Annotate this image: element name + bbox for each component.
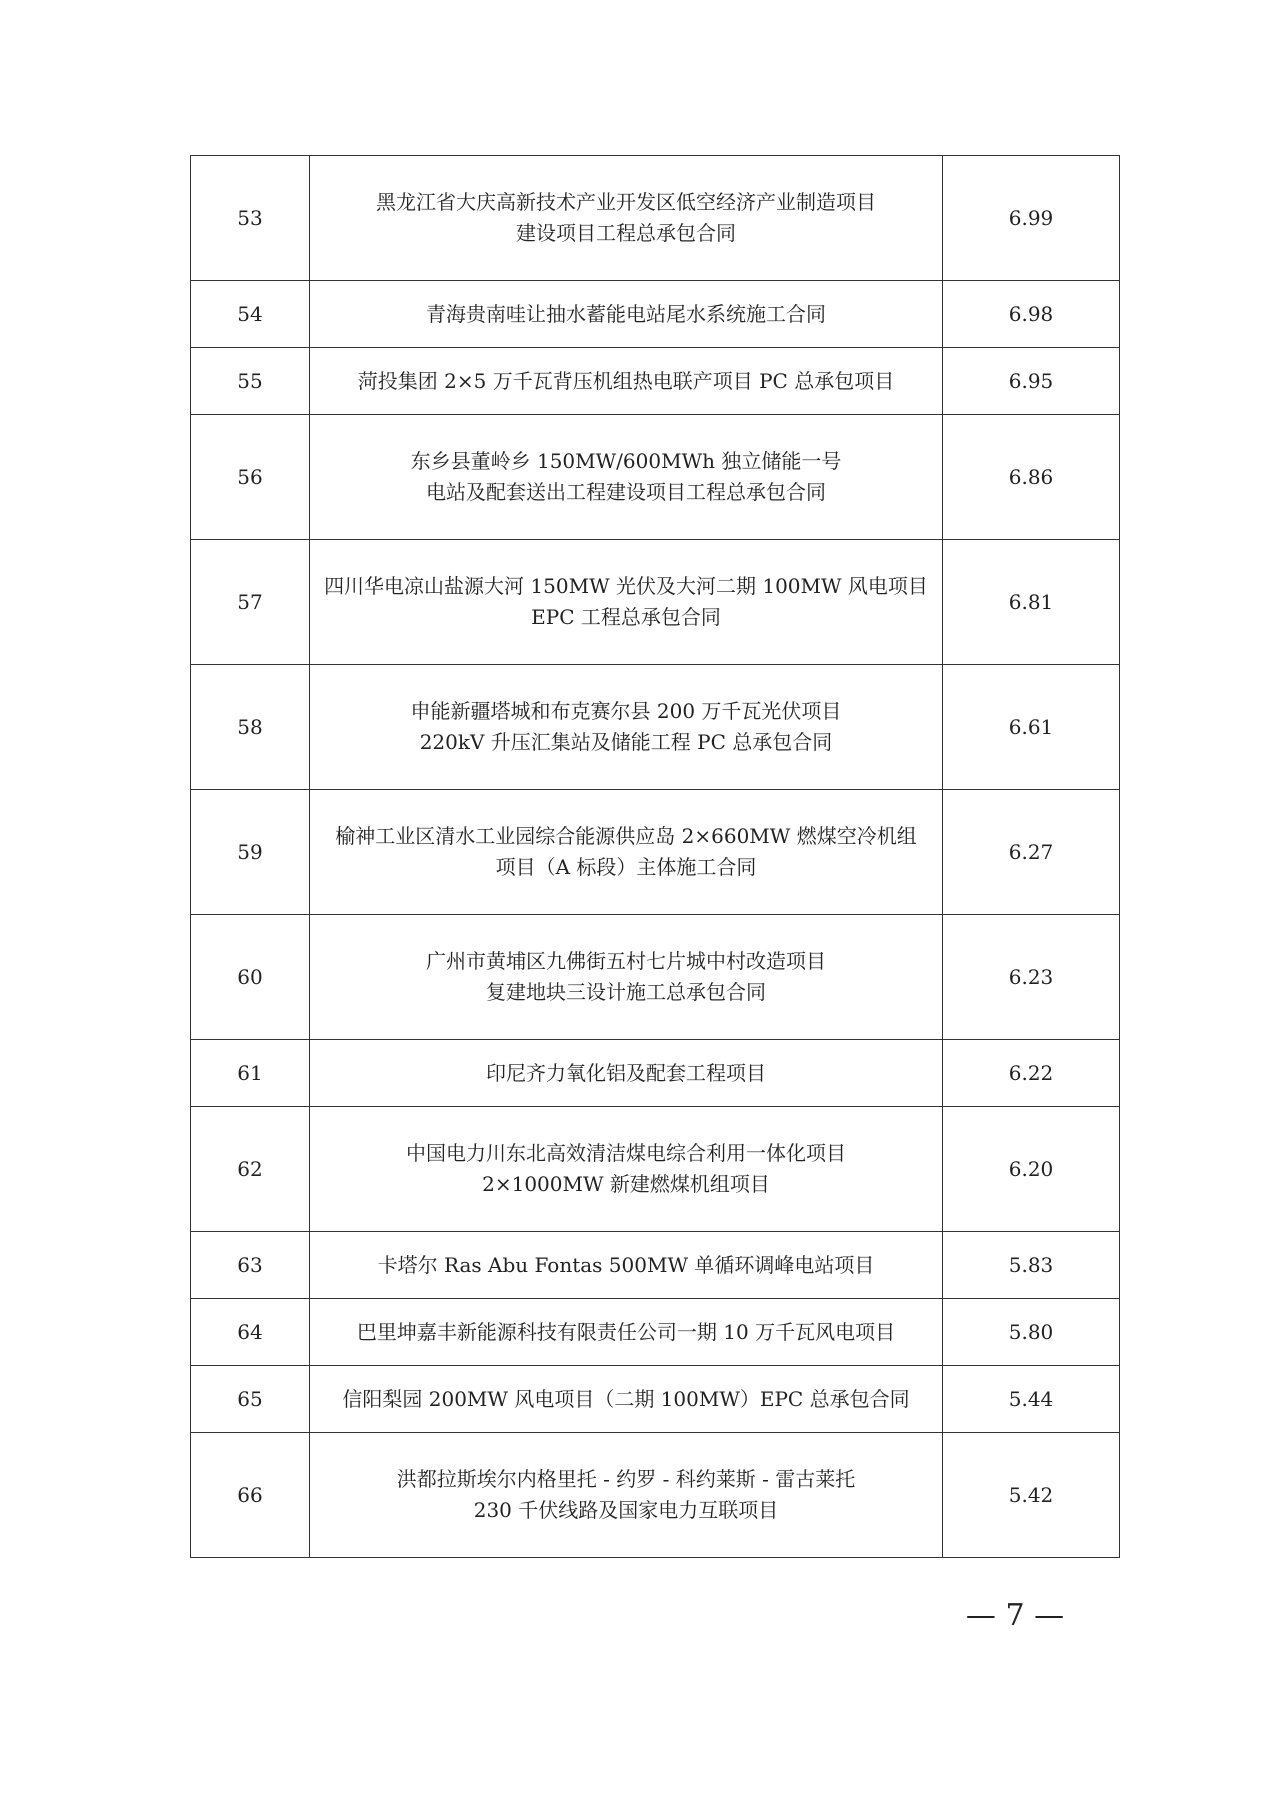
table-row (191, 1433, 1120, 1558)
page-number: — 7 — (965, 1598, 1065, 1633)
project-name-line: 巴里坤嘉丰新能源科技有限责任公司一期 10 万千瓦风电项目 (356, 1319, 896, 1344)
project-name-line: 印尼齐力氧化铝及配套工程项目 (486, 1060, 766, 1085)
project-name-cell (310, 415, 943, 540)
project-name-cell (310, 156, 943, 281)
row-number-cell: 64 (191, 1299, 310, 1366)
project-name-line: 230 千伏线路及国家电力互联项目 (473, 1498, 779, 1522)
project-name-line: 四川华电凉山盐源大河 150MW 光伏及大河二期 100MW 风电项目 (324, 574, 928, 598)
project-name-line: 洪都拉斯埃尔内格里托 - 约罗 - 科约莱斯 - 雷古莱托 (396, 1467, 856, 1491)
project-name-line: 榆神工业区清水工业园综合能源供应岛 2×660MW 燃煤空冷机组 (335, 824, 917, 848)
row-number-cell: 57 (191, 540, 310, 665)
project-name-line: 菏投集团 2×5 万千瓦背压机组热电联产项目 PC 总承包项目 (357, 368, 895, 393)
project-name-cell (310, 1232, 943, 1299)
contract-value-cell: 5.80 (943, 1299, 1120, 1366)
row-number-cell: 58 (191, 665, 310, 790)
row-number-cell: 54 (191, 281, 310, 348)
project-name-line: EPC 工程总承包合同 (531, 605, 721, 629)
row-number-cell: 65 (191, 1366, 310, 1433)
row-number-cell: 61 (191, 1040, 310, 1107)
contract-value-cell: 6.99 (943, 156, 1120, 281)
contract-value-cell: 6.98 (943, 281, 1120, 348)
table-row (191, 1107, 1120, 1232)
contract-value-cell: 6.20 (943, 1107, 1120, 1232)
project-name-cell (310, 1366, 943, 1433)
table-row (191, 415, 1120, 540)
table-row (191, 1299, 1120, 1366)
project-name-cell (310, 665, 943, 790)
row-number-cell: 53 (191, 156, 310, 281)
row-number-cell: 55 (191, 348, 310, 415)
row-number-cell: 66 (191, 1433, 310, 1558)
project-name-line: 复建地块三设计施工总承包合同 (486, 980, 766, 1004)
project-name-cell (310, 915, 943, 1040)
contract-value-cell: 5.42 (943, 1433, 1120, 1558)
contract-value-cell: 6.81 (943, 540, 1120, 665)
project-name-line: 青海贵南哇让抽水蓄能电站尾水系统施工合同 (426, 301, 826, 326)
project-name-line: 信阳梨园 200MW 风电项目（二期 100MW）EPC 总承包合同 (342, 1386, 910, 1411)
project-name-line: 项目（A 标段）主体施工合同 (495, 855, 757, 879)
contract-value-cell: 6.86 (943, 415, 1120, 540)
row-number-cell: 56 (191, 415, 310, 540)
project-name-line: 申能新疆塔城和布克赛尔县 200 万千瓦光伏项目 (410, 699, 842, 723)
contract-value-cell: 5.44 (943, 1366, 1120, 1433)
contract-value-cell: 6.27 (943, 790, 1120, 915)
project-name-line: 黑龙江省大庆高新技术产业开发区低空经济产业制造项目 (376, 190, 876, 214)
row-number-cell: 60 (191, 915, 310, 1040)
project-name-cell (310, 1299, 943, 1366)
row-number-cell: 63 (191, 1232, 310, 1299)
project-name-cell (310, 790, 943, 915)
table-row (191, 915, 1120, 1040)
project-name-cell (310, 1433, 943, 1558)
project-name-cell (310, 348, 943, 415)
row-number-cell: 59 (191, 790, 310, 915)
project-name-line: 2×1000MW 新建燃煤机组项目 (482, 1172, 770, 1196)
row-number-cell: 62 (191, 1107, 310, 1232)
contract-value-cell: 6.22 (943, 1040, 1120, 1107)
project-name-line: 建设项目工程总承包合同 (516, 221, 736, 245)
contracts-table (190, 155, 1120, 1558)
project-name-line: 广州市黄埔区九佛街五村七片城中村改造项目 (426, 949, 826, 973)
project-name-cell (310, 540, 943, 665)
table-row (191, 665, 1120, 790)
project-name-line: 中国电力川东北高效清洁煤电综合利用一体化项目 (406, 1141, 846, 1165)
contract-value-cell: 5.83 (943, 1232, 1120, 1299)
project-name-cell (310, 1040, 943, 1107)
project-name-line: 卡塔尔 Ras Abu Fontas 500MW 单循环调峰电站项目 (377, 1252, 875, 1277)
table-row (191, 348, 1120, 415)
table-row (191, 1366, 1120, 1433)
project-name-line: 东乡县董岭乡 150MW/600MWh 独立储能一号 (410, 449, 842, 473)
contracts-table-body (191, 156, 1120, 1558)
table-row (191, 1232, 1120, 1299)
table-row (191, 156, 1120, 281)
project-name-cell (310, 1107, 943, 1232)
table-row (191, 790, 1120, 915)
table-row (191, 281, 1120, 348)
project-name-line: 电站及配套送出工程建设项目工程总承包合同 (426, 480, 826, 504)
contract-value-cell: 6.23 (943, 915, 1120, 1040)
project-name-line: 220kV 升压汇集站及储能工程 PC 总承包合同 (419, 730, 833, 754)
contract-value-cell: 6.95 (943, 348, 1120, 415)
project-name-cell (310, 281, 943, 348)
contract-value-cell: 6.61 (943, 665, 1120, 790)
table-row (191, 1040, 1120, 1107)
table-row (191, 540, 1120, 665)
